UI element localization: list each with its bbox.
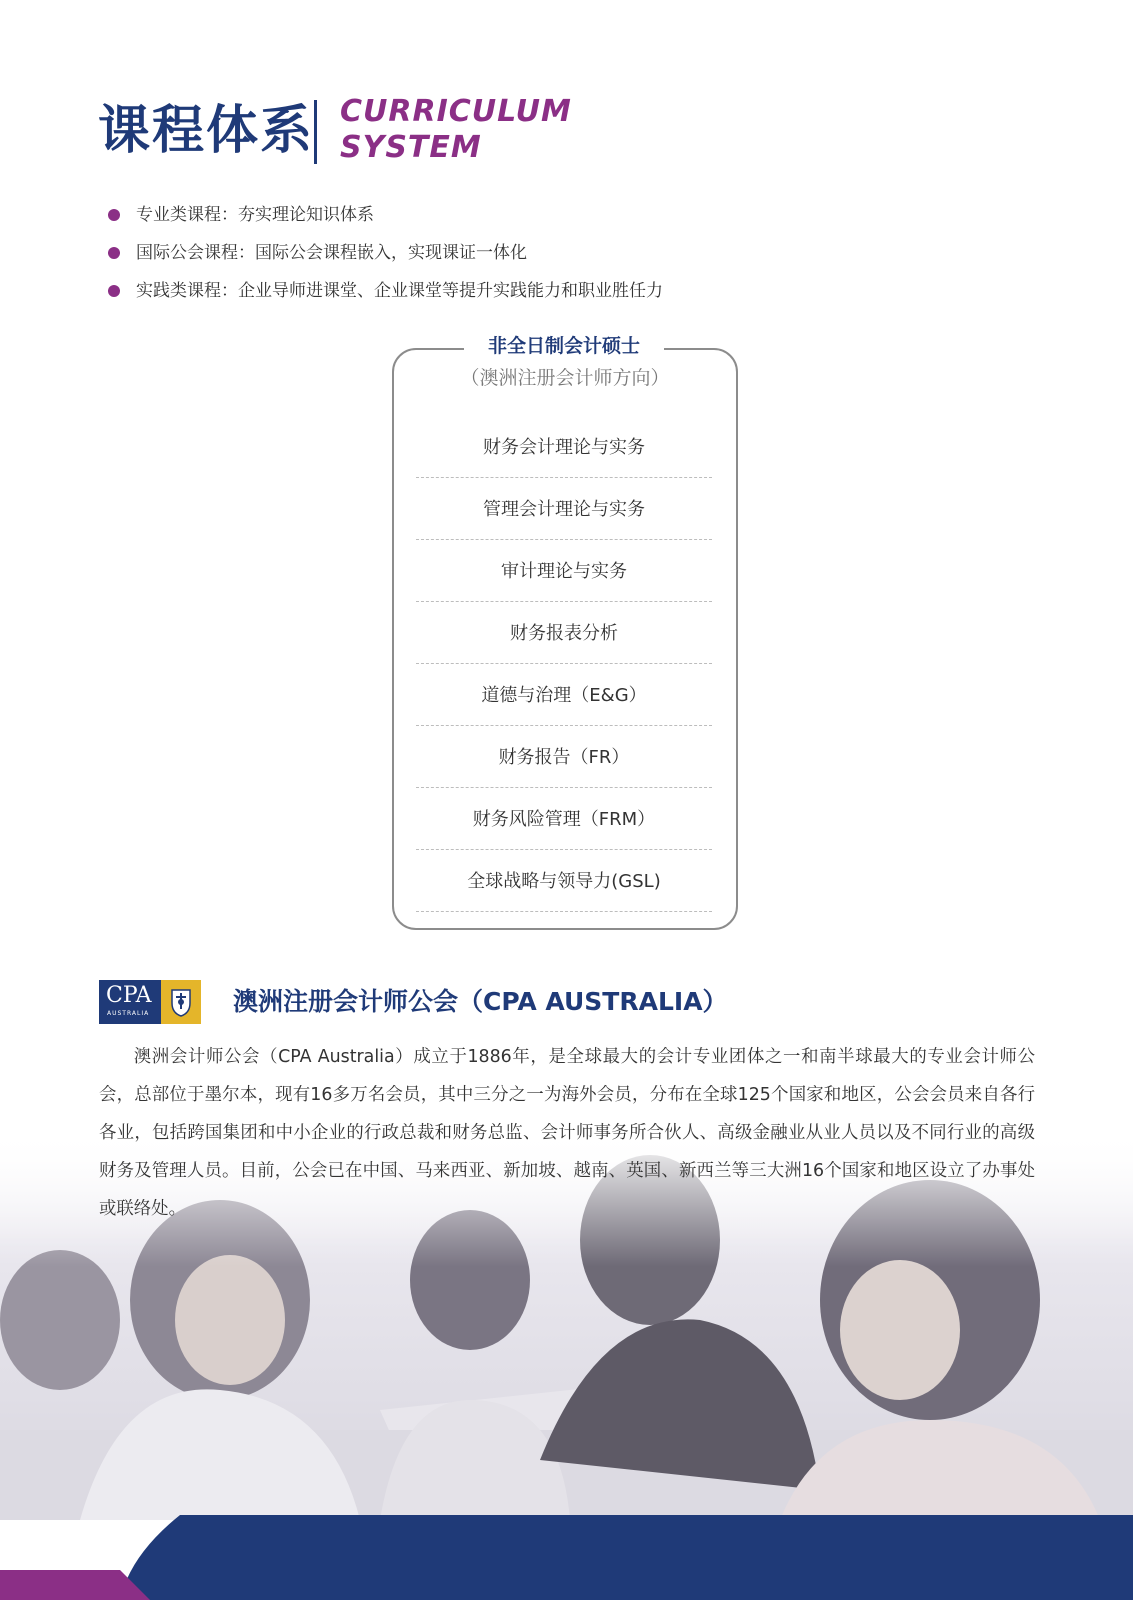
course-box-title: 非全日制会计硕士 xyxy=(464,332,664,360)
course-box-subtitle: （澳洲注册会计师方向） xyxy=(460,367,670,389)
footer-band xyxy=(120,1515,1133,1600)
cpa-description: 澳洲会计师公会（CPA Australia）成立于1886年，是全球最大的会计专业团体之一和南半球最大的专业会计师公会，总部位于墨尔本，现有16多万名会员，其中三分之一为海外会员，分布在全球125个国家和地区，公会会员来自各行各业，包括跨国集团和中小企业的行政总裁和财务总监、会计师事务所合伙人、高级金融业从业人员以及不同行业的高级财务及管理人员。目前，公会已在中国、马来西亚、新加坡、越南、英国、新西兰等三大洲16个国家和地区设立了办事处或联络处。 xyxy=(99,1047,1035,1219)
cpa-australia-logo xyxy=(99,980,201,1024)
course-item: 审计理论与实务 xyxy=(416,542,712,602)
page-title-english xyxy=(340,94,572,166)
course-list xyxy=(416,418,712,914)
title-divider xyxy=(314,100,317,164)
cpa-logo-wordmark xyxy=(99,980,161,1024)
curriculum-bullet xyxy=(108,200,663,238)
cpa-heading: 澳洲注册会计师公会（CPA AUSTRALIA） xyxy=(233,987,728,1016)
curriculum-bullet xyxy=(108,276,663,314)
curriculum-bullet-text: 实践类课程：企业导师进课堂、企业课堂等提升实践能力和职业胜任力 xyxy=(136,281,663,301)
cpa-logo-subtext: AUSTRALIA xyxy=(107,1010,150,1017)
page-title-english-line1: CURRICULUM xyxy=(340,94,572,129)
bullet-dot-icon xyxy=(108,285,120,297)
page-title-english-line2: SYSTEM xyxy=(340,130,482,165)
page-title: 课程体系 xyxy=(98,101,315,161)
course-item: 全球战略与领导力(GSL) xyxy=(416,852,712,912)
course-item: 财务会计理论与实务 xyxy=(416,418,712,478)
cpa-logo-text: CPA xyxy=(106,983,152,1008)
footer-accent xyxy=(0,1570,160,1600)
course-item: 财务报表分析 xyxy=(416,604,712,664)
bullet-dot-icon xyxy=(108,247,120,259)
bullet-dot-icon xyxy=(108,209,120,221)
course-item: 财务风险管理（FRM） xyxy=(416,790,712,850)
curriculum-bullet-text: 国际公会课程：国际公会课程嵌入，实现课证一体化 xyxy=(136,243,527,263)
course-item: 管理会计理论与实务 xyxy=(416,480,712,540)
curriculum-bullet-text: 专业类课程：夯实理论知识体系 xyxy=(136,205,374,225)
course-item: 财务报告（FR） xyxy=(416,728,712,788)
curriculum-bullet-list xyxy=(108,200,663,314)
cpa-crest-icon xyxy=(161,980,201,1024)
curriculum-bullet xyxy=(108,238,663,276)
course-item: 道德与治理（E&G） xyxy=(416,666,712,726)
